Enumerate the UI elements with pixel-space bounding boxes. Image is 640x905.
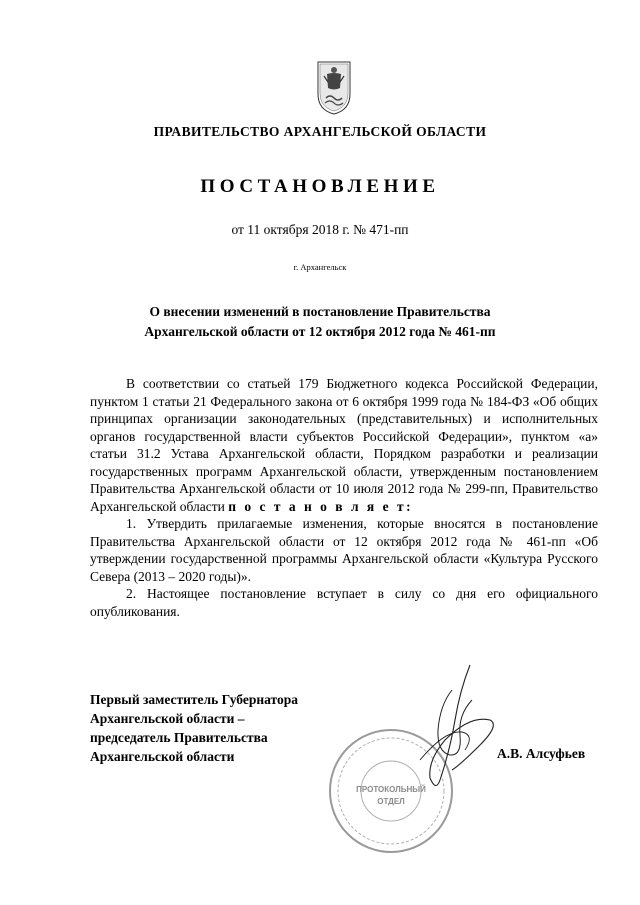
- document-body: [90, 375, 598, 620]
- subject-line-1: О внесении изменений в постановление Правительства: [149, 304, 491, 319]
- government-name: ПРАВИТЕЛЬСТВО АРХАНГЕЛЬСКОЙ ОБЛАСТИ: [153, 124, 487, 139]
- resolves-keyword: п о с т а н о в л я е т:: [228, 498, 414, 514]
- coat-of-arms-icon: [314, 58, 354, 116]
- document-type: ПОСТАНОВЛЕНИЕ: [200, 176, 440, 197]
- signer-position-line-2: Архангельской области –: [90, 711, 245, 726]
- signer-position-line-1: Первый заместитель Губернатора: [90, 692, 298, 707]
- signer-position-line-3: председатель Правительства: [90, 730, 268, 745]
- body-paragraph-1: [90, 375, 598, 515]
- paragraph-1-text: В соответствии со статьей 179 Бюджетного кодекса Российской Федерации, пунктом 1 статьи 21 Федерального закона от 6 октября 1999 года № 184-ФЗ «Об общих принципах организации законодательных (представительных) и исполнительных органов государственной власти субъектов Российской Федерации», пунктом «а» статьи 31.2 Устава Архангельской области, Порядком разработки и реализации государственных программ Архангельской области, утвержденным постановлением Правительства Архангельской области от 10 июля 2012 года № 299-пп, Правительство Архангельской области: [90, 376, 598, 514]
- city: г. Архангельск: [293, 262, 347, 272]
- handwritten-signature: [400, 660, 510, 800]
- date-number: от 11 октября 2018 г. № 471-пп: [231, 222, 409, 237]
- body-paragraph-2: 1. Утвердить прилагаемые изменения, которые вносятся в постановление Правительства Архангельской области от 12 октября 2012 года № 461-пп «Об утверждении государственной программы Архангельской области «Культура Русского Севера (2013 – 2020 годы)».: [90, 516, 598, 584]
- signer-position: [90, 690, 330, 766]
- signer-position-line-4: Архангельской области: [90, 749, 235, 764]
- subject-line-2: Архангельской области от 12 октября 2012 года № 461-пп: [144, 324, 496, 339]
- document-subject: [100, 302, 540, 342]
- stamp-text-1: ПРОТОКОЛЬНЫЙ: [356, 785, 426, 794]
- signer-name: А.В. Алсуфьев: [497, 746, 586, 761]
- stamp-text-2: ОТДЕЛ: [377, 797, 405, 806]
- body-paragraph-3: 2. Настоящее постановление вступает в силу со дня его официального опубликования.: [90, 586, 598, 619]
